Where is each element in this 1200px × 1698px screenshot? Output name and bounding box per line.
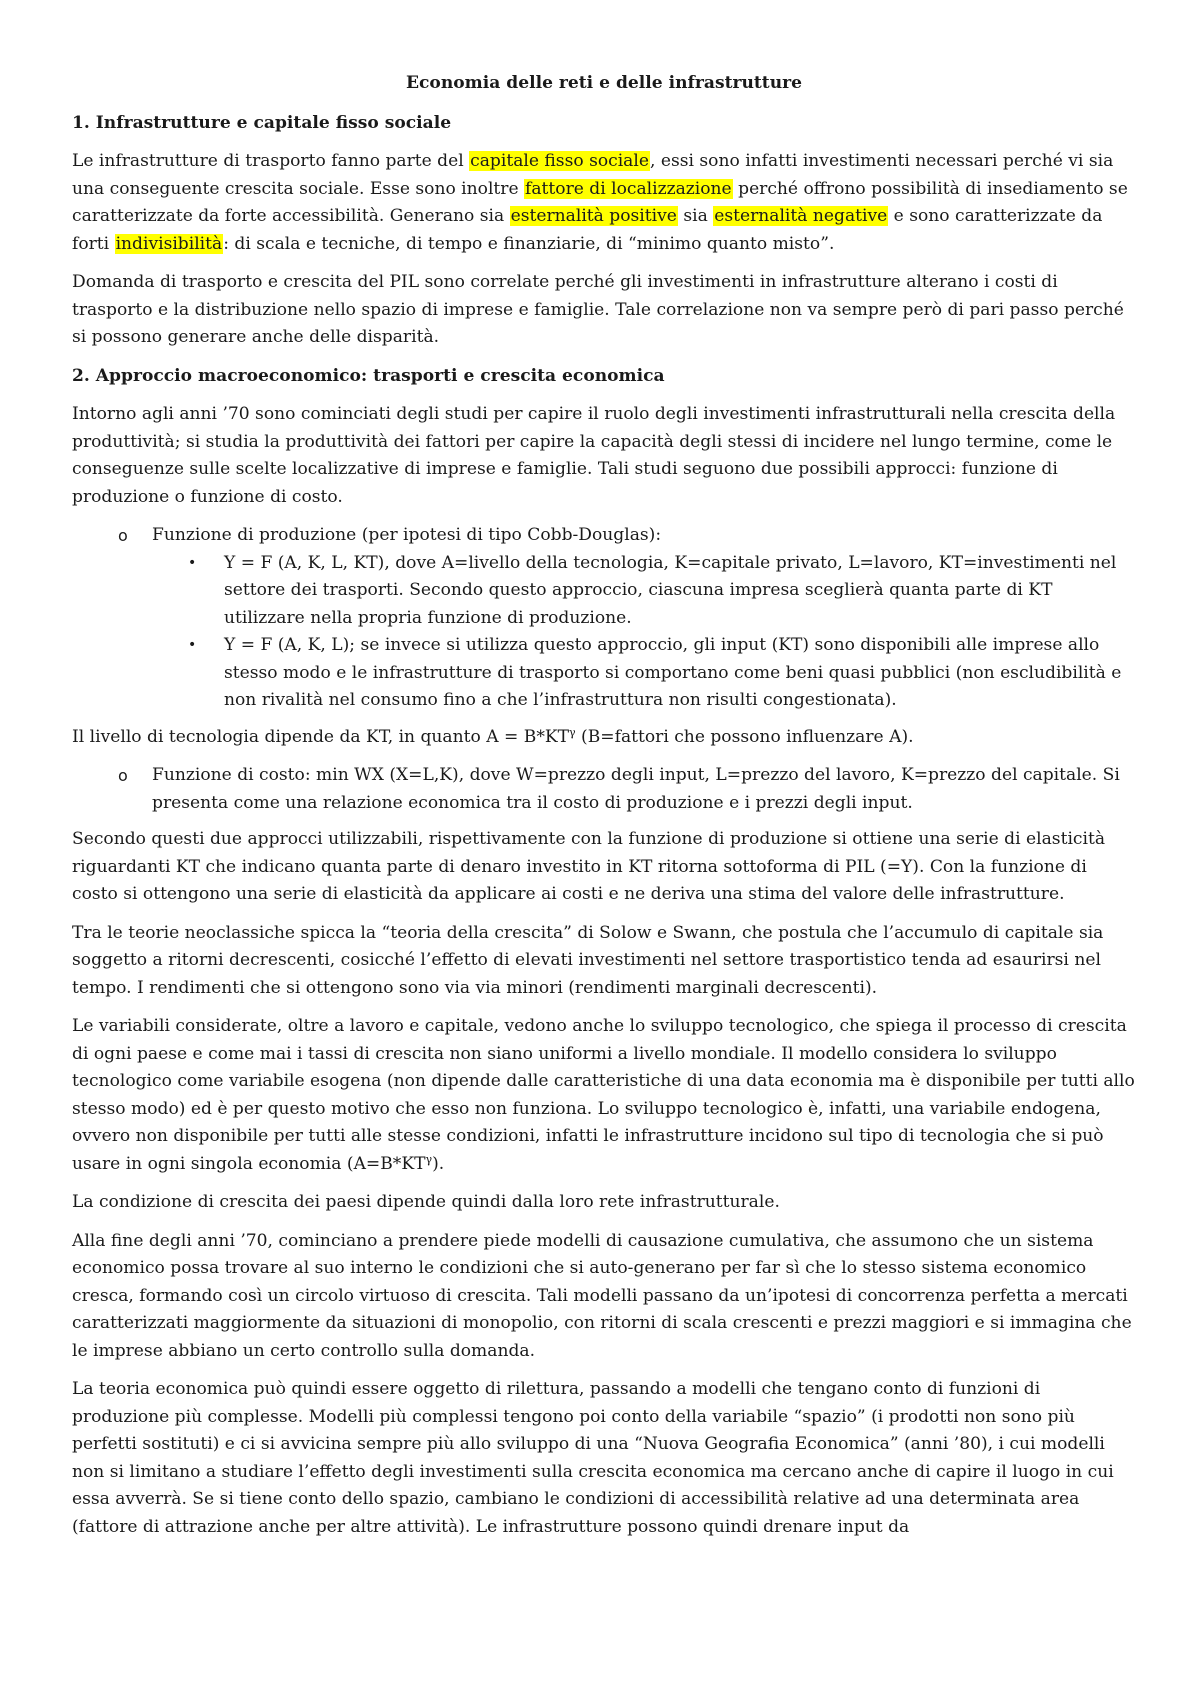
circle-bullet-icon: o	[118, 526, 128, 545]
highlight-fattore-localizzazione: fattore di localizzazione	[525, 178, 732, 199]
production-sub-list	[152, 550, 1136, 715]
section-1-paragraph-1: Le infrastrutture di trasporto fanno parte del capitale fisso sociale, essi sono infatti investimenti necessari perché vi sia una conseguente crescita sociale. Esse sono inoltre fattore di localizzazione perché offrono possibilità di insediamento se caratterizzate da forte accessibilità. Generano sia esternalità positive sia esternalità negative e sono caratterizzate da forti indivisibilità: di scala e tecniche, di tempo e finanziarie, di “minimo quanto misto”.	[72, 151, 1128, 254]
section-2-heading: 2. Approccio macroeconomico: trasporti e crescita economica	[72, 365, 665, 386]
highlight-capitale-fisso-sociale: capitale fisso sociale	[470, 151, 649, 171]
section-2-paragraph-5: Le variabili considerate, oltre a lavoro e capitale, vedono anche lo sviluppo tecnologico, che spiega il processo di crescita di ogni paese e come mai i tassi di crescita non siano uniformi a livello mondiale. Il modello considera lo sviluppo tecnologico come variabile esogena (non dipende dalle caratteristiche di una data economia ma è disponibile per tutti allo stesso modo) ed è per questo motivo che esso non funziona. Lo sviluppo tecnologico è, infatti, una variabile endogena, ovvero non disponibile per tutti alle stesse condizioni, infatti le infrastrutture incidono sul tipo di tecnologia che si può usare in ogni singola economia $(A=B*KT^\gamma)$.	[72, 1016, 1135, 1174]
highlight-indivisibilita: indivisibilità	[115, 233, 223, 254]
section-2-paragraph-7: Alla fine degli anni ’70, cominciano a prendere piede modelli di causazione cumulativa, che assumono che un sistema economico possa trovare al suo interno le condizioni che si auto-generano per far sì che lo stesso sistema economico cresca, formando così un circolo virtuoso di crescita. Tali modelli passano da un’ipotesi di concorrenza perfetta a mercati caratterizzati maggiormente da situazioni di monopolio, con ritorni di scala crescenti e prezzi maggiori e si immagina che le imprese abbiano un certo controllo sulla domanda.	[72, 1230, 1132, 1361]
dot-bullet-icon: •	[188, 637, 197, 653]
section-1-paragraph-2: Domanda di trasporto e crescita del PIL sono correlate perché gli investimenti in infrastrutture alterano i costi di trasporto e la distribuzione nello spazio di imprese e famiglie. Tale correlazione non va sempre però di pari passo perché si possono generare anche delle disparità.	[72, 272, 1124, 347]
section-1-heading: 1. Infrastrutture e capitale fisso sociale	[72, 112, 452, 133]
approach-list-cost	[72, 762, 1136, 817]
section-2-paragraph-8: La teoria economica può quindi essere oggetto di rilettura, passando a modelli che tengano conto di funzioni di produzione più complesse. Modelli più complessi tengono poi conto della variabile “spazio” (i prodotti non sono più perfetti sostituti) e ci si avvicina sempre più allo sviluppo di una “Nuova Geografia Economica” (anni ’80), i cui modelli non si limitano a studiare l’effetto degli investimenti sulla crescita economica ma cercano anche di capire il luogo in cui essa avverrà. Se si tiene conto dello spazio, cambiano le condizioni di accessibilità relative ad una determinata area (fattore di attrazione anche per altre attività). Le infrastrutture possono quindi drenare input da	[72, 1379, 1114, 1537]
approach-list-production	[72, 522, 1136, 715]
section-2-paragraph-6: La condizione di crescita dei paesi dipende quindi dalla loro rete infrastrutturale.	[72, 1192, 780, 1212]
list-item-production-function: o Funzione di produzione (per ipotesi di tipo Cobb-Douglas): • Y = F (A, K, L, KT), dove A=livello della tecnologia, K=capitale privato, L=lavoro, KT=investimenti nel settore dei trasporti. Secondo questo approccio, ciascuna impresa sceglierà quanta parte di KT utilizzare nella propria funzione di produzione. • Y = F (A, K, L); se invece si utilizza questo approccio, gli input (KT) sono disponibili alle imprese allo stesso modo e le infrastrutture di trasporto si comportano come beni quasi pubblici (non escludibilità e non rivalità nel consumo fino a che l’infrastruttura non risulti congestionata).	[72, 522, 1136, 715]
list-item-cost-function: o Funzione di costo: min WX (X=L,K), dove W=prezzo degli input, L=prezzo del lavoro, K=prezzo del capitale. Si presenta come una relazione economica tra il costo di produzione e i prezzi degli input.	[72, 762, 1136, 817]
circle-bullet-icon: o	[118, 766, 128, 785]
section-2-paragraph-3: Secondo questi due approcci utilizzabili, rispettivamente con la funzione di produzione si ottiene una serie di elasticità riguardanti KT che indicano quanta parte di denaro investito in KT ritorna sottoforma di PIL (=Y). Con la funzione di costo si ottengono una serie di elasticità da applicare ai costi e ne deriva una stima del valore delle infrastrutture.	[72, 829, 1106, 904]
sub-list-item-1: • Y = F (A, K, L, KT), dove A=livello della tecnologia, K=capitale privato, L=lavoro, KT=investimenti nel settore dei trasporti. Secondo questo approccio, ciascuna impresa sceglierà quanta parte di KT utilizzare nella propria funzione di produzione.	[152, 550, 1136, 633]
dot-bullet-icon: •	[188, 554, 197, 571]
section-2-paragraph-2: Il livello di tecnologia dipende da KT, in quanto $A = B*KT^\gamma$ (B=fattori che possono influenzare A).	[72, 725, 914, 747]
sub-list-item-2: • Y = F (A, K, L); se invece si utilizza questo approccio, gli input (KT) sono disponibili alle imprese allo stesso modo e le infrastrutture di trasporto si comportano come beni quasi pubblici (non escludibilità e non rivalità nel consumo fino a che l’infrastruttura non risulti congestionata).	[152, 632, 1136, 715]
section-2-paragraph-4: Tra le teorie neoclassiche spicca la “teoria della crescita” di Solow e Swann, che postula che l’accumulo di capitale sia soggetto a ritorni decrescenti, cosicché l’effetto di elevati investimenti nel settore trasportistico tenda ad esaurirsi nel tempo. I rendimenti che si ottengono sono via via minori (rendimenti marginali decrescenti).	[72, 922, 1104, 998]
section-2-paragraph-1: Intorno agli anni ’70 sono cominciati degli studi per capire il ruolo degli investimenti infrastrutturali nella crescita della produttività; si studia la produttività dei fattori per capire la capacità degli stessi di incidere nel lungo termine, come le conseguenze sulle scelte localizzative di imprese e famiglie. Tali studi seguono due possibili approcci: funzione di produzione o funzione di costo.	[72, 404, 1116, 507]
highlight-esternalita-negative: esternalità negative	[714, 206, 888, 226]
highlight-esternalita-positive: esternalità positive	[510, 206, 677, 226]
document-title: Economia delle reti e delle infrastrutture	[405, 73, 803, 93]
